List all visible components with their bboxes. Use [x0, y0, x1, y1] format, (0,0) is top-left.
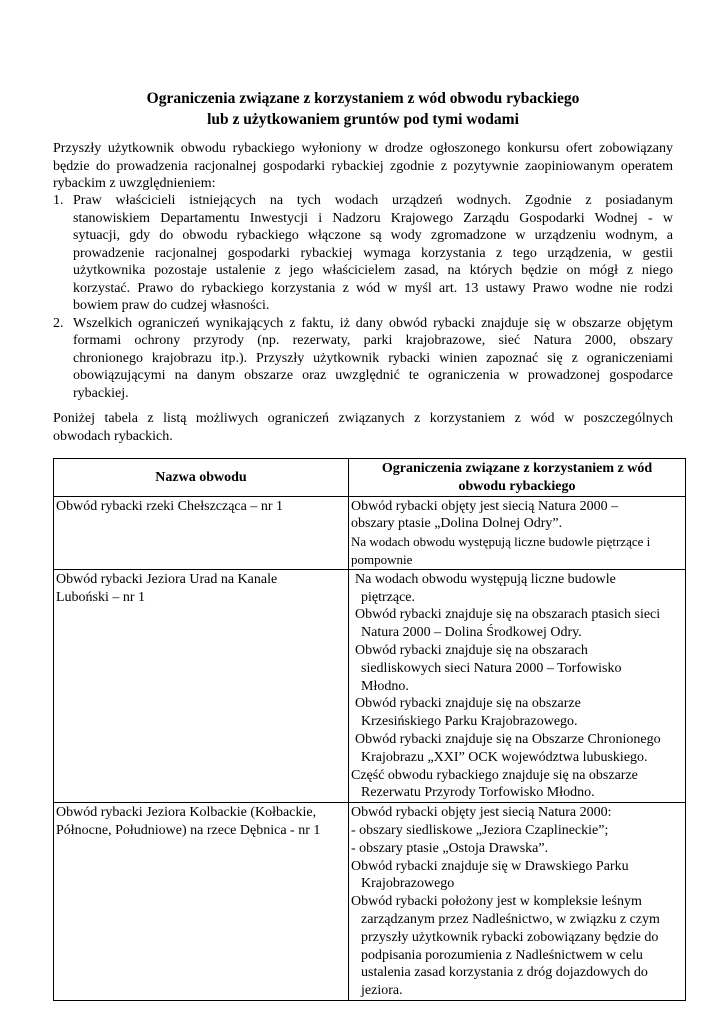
cell-line: Obwód rybacki objęty jest siecią Natura 2000 –: [351, 498, 619, 514]
list-item-line: obowiązującymi na danym obszarze oraz uwzględnić te ograniczenia w prowadzonej gospodarce: [73, 368, 673, 383]
cell-line: - obszary ptasie „Ostoja Drawska”.: [351, 840, 549, 856]
list-item-line: bowiem praw do cudzej własności.: [73, 298, 270, 313]
cell-line: Obwód rybacki znajduje się na obszarach ptasich sieci: [355, 607, 661, 623]
title-line-2: lub z użytkowaniem gruntów pod tymi wodami: [207, 111, 519, 128]
cell-name: [54, 569, 349, 802]
cell-line: Obwód rybacki znajduje się w Drawskiego Parku: [351, 858, 629, 874]
cell-line: zarządzanym przez Nadleśnictwo, w związku z czym: [361, 911, 660, 927]
cell-line: Na wodach obwodu występują liczne budowle: [355, 571, 616, 587]
cell-line: pompownie: [351, 551, 413, 567]
cell-line: jeziora.: [361, 983, 403, 999]
cell-line: Krajobrazu „XXI” OCK województwa lubuskiego.: [361, 749, 648, 765]
header-restrictions-line: Ograniczenia związane z korzystaniem z wód: [381, 461, 653, 476]
cell-restrictions: [349, 496, 686, 569]
cell-line: Obwód rybacki znajduje się na Obszarze Chronionego: [355, 731, 661, 747]
list-item-number: 1.: [53, 193, 64, 208]
cell-line: Obwód rybacki znajduje się na obszarze: [355, 696, 581, 712]
list-item-line: Praw właścicieli istniejących na tych wodach urządzeń wodnych. Zgodnie z posiadanym: [73, 193, 673, 208]
table-row: [54, 803, 686, 1001]
list-item-line: stanowiskiem Departamentu Inwestycji i Nadzoru Krajowego Zarządu Gospodarki Wodnej - w: [73, 210, 673, 226]
cell-line: siedliskowych sieci Natura 2000 – Torfowisko: [361, 660, 622, 676]
cell-line: Obwód rybacki Jeziora Urad na Kanale: [56, 571, 278, 587]
list-item-line: rybackiej.: [73, 385, 129, 401]
list-item-line: korzystać. Prawo do rybackiego korzystania z wód w myśl art. 13 ustawy Prawo wodne nie rodzi: [73, 280, 673, 296]
intro-line: będzie do prowadzenia racjonalnej gospodarki rybackiej zgodnie z pozytywnie zaopiniowanym operatem: [53, 158, 673, 174]
list-item-line: chronionego krajobrazu itp.). Przyszły użytkownik rybacki winien zapoznać się z ograniczeniami: [73, 350, 673, 366]
cell-line: Część obwodu rybackiego znajduje się na obszarze: [351, 767, 638, 783]
cell-line: Obwód rybacki rzeki Chełszcząca – nr 1: [56, 498, 284, 514]
paragraph-line: obwodach rybackich.: [53, 429, 173, 444]
list-item: [53, 192, 673, 315]
header-restrictions: [349, 459, 686, 497]
cell-line: Krzesińskiego Parku Krajobrazowego.: [361, 714, 578, 730]
cell-line: Obwód rybacki Jeziora Kolbackie (Kołbackie,: [56, 805, 317, 821]
cell-restrictions: [349, 569, 686, 802]
list-item-line: użytkownika pozostaje ustalenie z jego właścicielem zasad, na których będzie on mógł z niego: [73, 263, 673, 278]
cell-line: Krajobrazowego: [361, 876, 455, 892]
cell-restrictions: [349, 803, 686, 1001]
cell-line: obszary ptasie „Dolina Dolnej Odry”.: [351, 516, 563, 532]
intro-paragraph: [53, 140, 673, 193]
cell-line: Natura 2000 – Dolina Środkowej Odry.: [361, 625, 582, 641]
list-item-line: Wszelkich ograniczeń wynikających z faktu, iż dany obwód rybacki znajduje się w obszarze objętym: [73, 315, 673, 331]
table-intro-paragraph: [53, 410, 673, 446]
paragraph-line: Poniżej tabela z listą możliwych ograniczeń związanych z korzystaniem z wód w poszczególnych: [53, 411, 673, 426]
cell-name: [54, 496, 349, 569]
cell-line: Na wodach obwodu występują liczne budowle piętrzące i: [351, 534, 651, 550]
intro-line: Przyszły użytkownik obwodu rybackiego wyłoniony w drodze ogłoszonego konkursu ofert zobowiązany: [53, 141, 673, 156]
list-item-line: sytuacji, gdy do obwodu rybackiego włączone są wody zgromadzone w urządzeniu wodnym, a: [73, 228, 673, 243]
restrictions-table: [53, 458, 686, 1001]
document-title: [53, 88, 673, 130]
cell-name: [54, 803, 349, 1001]
cell-line: ustalenia zasad korzystania z dróg dojazdowych do: [361, 965, 648, 981]
cell-line: Rezerwatu Przyrody Torfowisko Młodno.: [361, 785, 595, 801]
cell-line: Obwód rybacki położony jest w kompleksie leśnym: [351, 894, 642, 910]
header-restrictions-line: obwodu rybackiego: [458, 478, 576, 494]
cell-line: - obszary siedliskowe „Jeziora Czaplineckie”;: [351, 822, 609, 838]
cell-line: Obwód rybacki objęty jest siecią Natura 2000:: [351, 805, 612, 821]
table-header-row: [54, 459, 686, 497]
title-line-1: Ograniczenia związane z korzystaniem z wód obwodu rybackiego: [146, 90, 580, 107]
list-item-line: formami ochrony przyrody (np. rezerwaty, parki krajobrazowe, sieć Natura 2000, obszary: [73, 333, 673, 348]
cell-line: przyszły użytkownik rybacki zobowiązany będzie do: [361, 929, 659, 945]
table-row: [54, 496, 686, 569]
cell-line: Obwód rybacki znajduje się na obszarach: [355, 642, 588, 658]
cell-line: Luboński – nr 1: [56, 589, 146, 605]
numbered-list: [53, 192, 673, 402]
header-name: Nazwa obwodu: [54, 459, 349, 497]
table-row: [54, 569, 686, 802]
cell-line: Młodno.: [361, 678, 409, 694]
cell-line: piętrzące.: [361, 589, 416, 605]
intro-line: rybackim z uwzględnieniem:: [53, 176, 216, 192]
cell-line: podpisania porozumienia z Nadleśnictwem w celu: [361, 947, 643, 963]
list-item-number: 2.: [53, 315, 64, 331]
list-item: [53, 315, 673, 403]
cell-line: Północne, Południowe) na rzece Dębnica - nr 1: [56, 822, 321, 838]
list-item-line: prowadzenie racjonalnej gospodarki rybackiej wymaga korzystania z tego urządzenia, w gestii: [73, 245, 673, 261]
